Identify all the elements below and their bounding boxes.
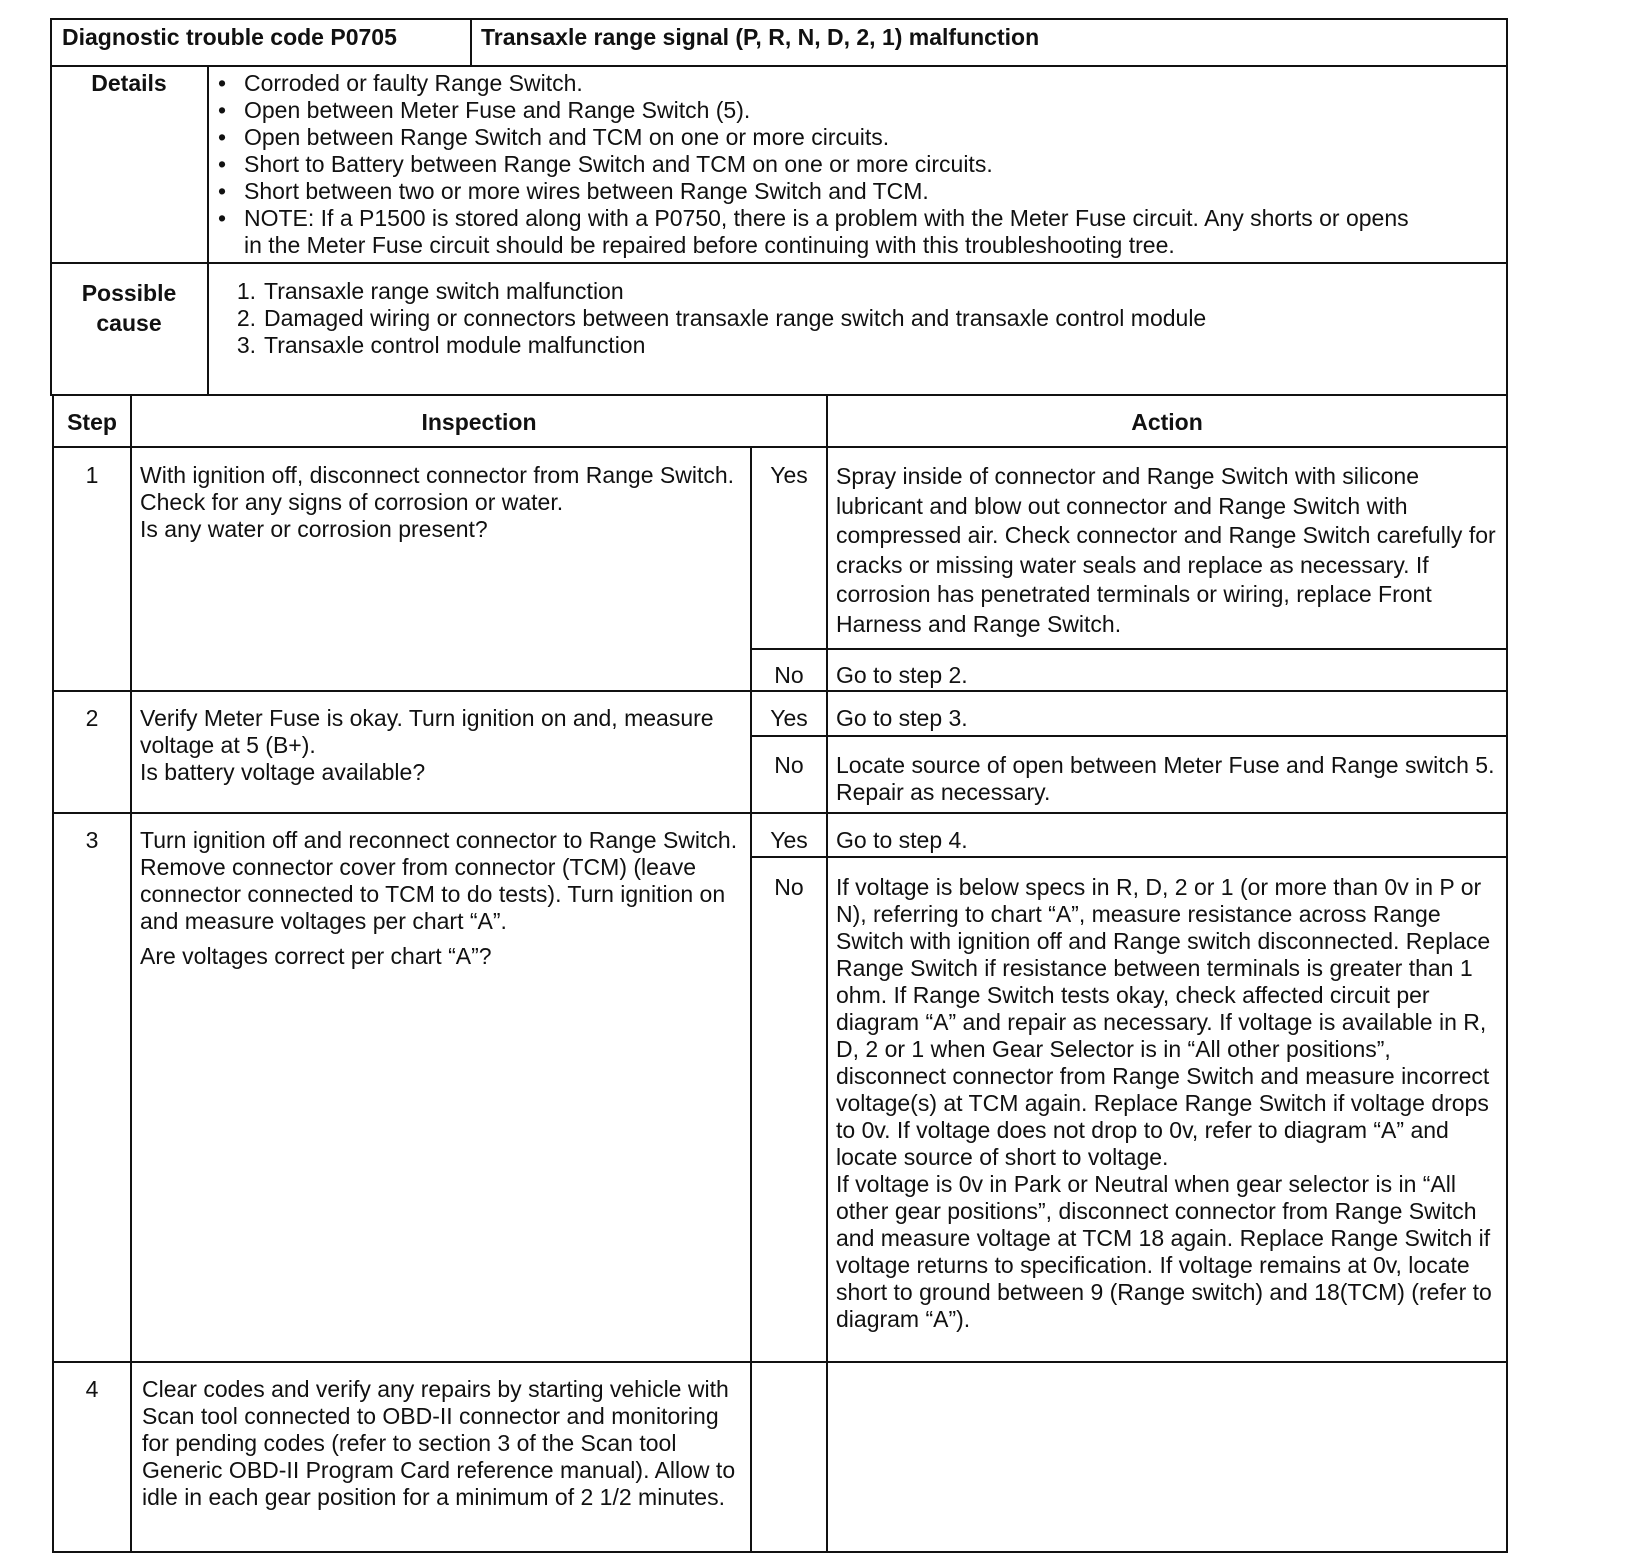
details-list-container <box>212 70 1422 259</box>
step-inspection <box>140 827 740 970</box>
yes-label: Yes <box>770 827 808 853</box>
inspection-header: Inspection <box>421 409 537 435</box>
possible-cause-text: Transaxle range switch malfunction <box>264 278 624 304</box>
rule-bottom <box>52 1551 1508 1553</box>
inspection-text: Turn ignition off and reconnect connector to Range Switch. Remove connector cover from connector (TCM) (leave connector connected to TCM to do tests). Turn ignition on and measure voltages per chart “A”. <box>140 827 738 934</box>
action-header: Action <box>1131 409 1203 435</box>
inspection-question: Is any water or corrosion present? <box>140 516 488 542</box>
possible-cause-number: 2. <box>236 305 256 331</box>
rule-step1-bottom <box>52 690 1508 692</box>
step-header: Step <box>67 409 117 435</box>
no-action-paragraph: If voltage is 0v in Park or Neutral when gear selector is in “All other gear positions”, disconnect connector from Range Switch and measure voltage at TCM 18 again. Replace Range Switch if voltage returns to specification. If voltage remains at 0v, locate short to ground between 9 (Range switch) and 18(TCM) (refer to diagram “A”). <box>836 1171 1492 1332</box>
rule-details-bottom <box>50 262 1508 264</box>
step-number: 3 <box>85 827 99 853</box>
dtc-title: Transaxle range signal (P, R, N, D, 2, 1) malfunction <box>481 24 1040 50</box>
inspection-text: With ignition off, disconnect connector from Range Switch. Check for any signs of corrosion or water. <box>140 462 735 515</box>
details-item: • Open between Meter Fuse and Range Switch (5). <box>212 97 1422 124</box>
no-label: No <box>774 874 804 900</box>
step-number: 4 <box>85 1376 99 1402</box>
rule-step-col <box>130 394 132 1553</box>
dtc-code-label: Diagnostic trouble code P0705 <box>62 24 397 50</box>
inspection-question: Are voltages correct per chart “A”? <box>140 943 492 969</box>
possible-cause-list <box>222 278 1492 359</box>
step-inspection <box>140 705 740 786</box>
no-action <box>836 874 1502 1333</box>
details-list <box>212 70 1422 259</box>
details-item: • Corroded or faulty Range Switch. <box>212 70 1422 97</box>
possible-cause-number: 3. <box>236 332 256 358</box>
rule-inspection-col <box>750 446 752 1553</box>
possible-cause-label-line1: Possible <box>81 280 177 306</box>
frame-right <box>1506 18 1508 1553</box>
step-inspection <box>142 1376 742 1511</box>
inspection-question: Is battery voltage available? <box>140 759 426 785</box>
details-item: • Open between Range Switch and TCM on one or more circuits. <box>212 124 1422 151</box>
rule-step3-bottom <box>52 1361 1508 1363</box>
rule-header-divider <box>470 18 472 66</box>
rule-step2-yes-no <box>750 735 1508 737</box>
details-item: • NOTE: If a P1500 is stored along with a P0750, there is a problem with the Meter Fuse circuit. Any shorts or opens in the Meter Fuse circuit should be repaired before continuing with this troubleshooting tree. <box>212 205 1422 259</box>
rule-step1-yes-no <box>750 648 1508 650</box>
possible-cause-label-line2: cause <box>96 310 162 336</box>
possible-cause-item <box>222 305 1492 332</box>
yes-action: Spray inside of connector and Range Switch with silicone lubricant and blow out connector and Range Switch with compressed air. Check connector and Range Switch carefully for cracks or missing water seals and replace as necessary. If corrosion has penetrated terminals or wiring, replace Front Harness and Range Switch. <box>836 463 1496 637</box>
no-action: Locate source of open between Meter Fuse and Range switch 5. Repair as necessary. <box>836 752 1495 805</box>
step-number: 1 <box>85 462 99 488</box>
no-label: No <box>774 662 804 688</box>
rule-step3-yes-no <box>750 856 1508 858</box>
no-action: Go to step 2. <box>836 662 968 688</box>
yes-action: Go to step 4. <box>836 827 968 853</box>
yes-label: Yes <box>770 462 808 488</box>
no-action-paragraph: If voltage is below specs in R, D, 2 or 1 (or more than 0v in P or N), referring to chart “A”, measure resistance across Range Switch with ignition off and Range switch disconnected. Replace Range Switch if resistance between terminals is greater than 1 ohm. If Range Switch tests okay, check affected circuit per diagram “A” and repair as necessary. If voltage is available in R, D, 2 or 1 when Gear Selector is in “All other positions”, disconnect connector from Range Switch and measure incorrect voltage(s) at TCM again. Replace Range Switch if voltage drops to 0v. If voltage does not drop to 0v, refer to diagram “A” and locate source of short to voltage. <box>836 874 1491 1170</box>
possible-cause-item <box>222 278 1492 305</box>
rule-header-bottom <box>50 65 1508 67</box>
details-item: • Short to Battery between Range Switch and TCM on one or more circuits. <box>212 151 1422 178</box>
possible-cause-text: Damaged wiring or connectors between transaxle range switch and transaxle control module <box>264 305 1207 331</box>
rule-label-divider <box>207 65 209 396</box>
rule-yesno-col <box>826 446 828 1553</box>
possible-cause-item <box>222 332 1492 359</box>
possible-cause-number: 1. <box>236 278 256 304</box>
details-label: Details <box>91 70 167 96</box>
possible-cause-text: Transaxle control module malfunction <box>264 332 646 358</box>
no-label: No <box>774 752 804 778</box>
inspection-text: Clear codes and verify any repairs by starting vehicle with Scan tool connected to OBD-II connector and monitoring for pending codes (refer to section 3 of the Scan tool Generic OBD-II Program Card reference manual). Allow to idle in each gear position for a minimum of 2 1/2 minutes. <box>142 1376 736 1510</box>
rule-cause-bottom <box>50 394 1508 396</box>
step-number: 2 <box>85 705 99 731</box>
step-inspection <box>140 462 740 543</box>
rule-step2-bottom <box>52 812 1508 814</box>
details-item: • Short between two or more wires between Range Switch and TCM. <box>212 178 1422 205</box>
possible-cause-label <box>52 278 206 338</box>
rule-top <box>50 18 1508 20</box>
rule-table-header-bottom <box>52 446 1508 448</box>
yes-action: Go to step 3. <box>836 705 968 731</box>
yes-label: Yes <box>770 705 808 731</box>
possible-cause-list-container <box>222 278 1492 359</box>
inspection-text: Verify Meter Fuse is okay. Turn ignition on and, measure voltage at 5 (B+). <box>140 705 714 758</box>
